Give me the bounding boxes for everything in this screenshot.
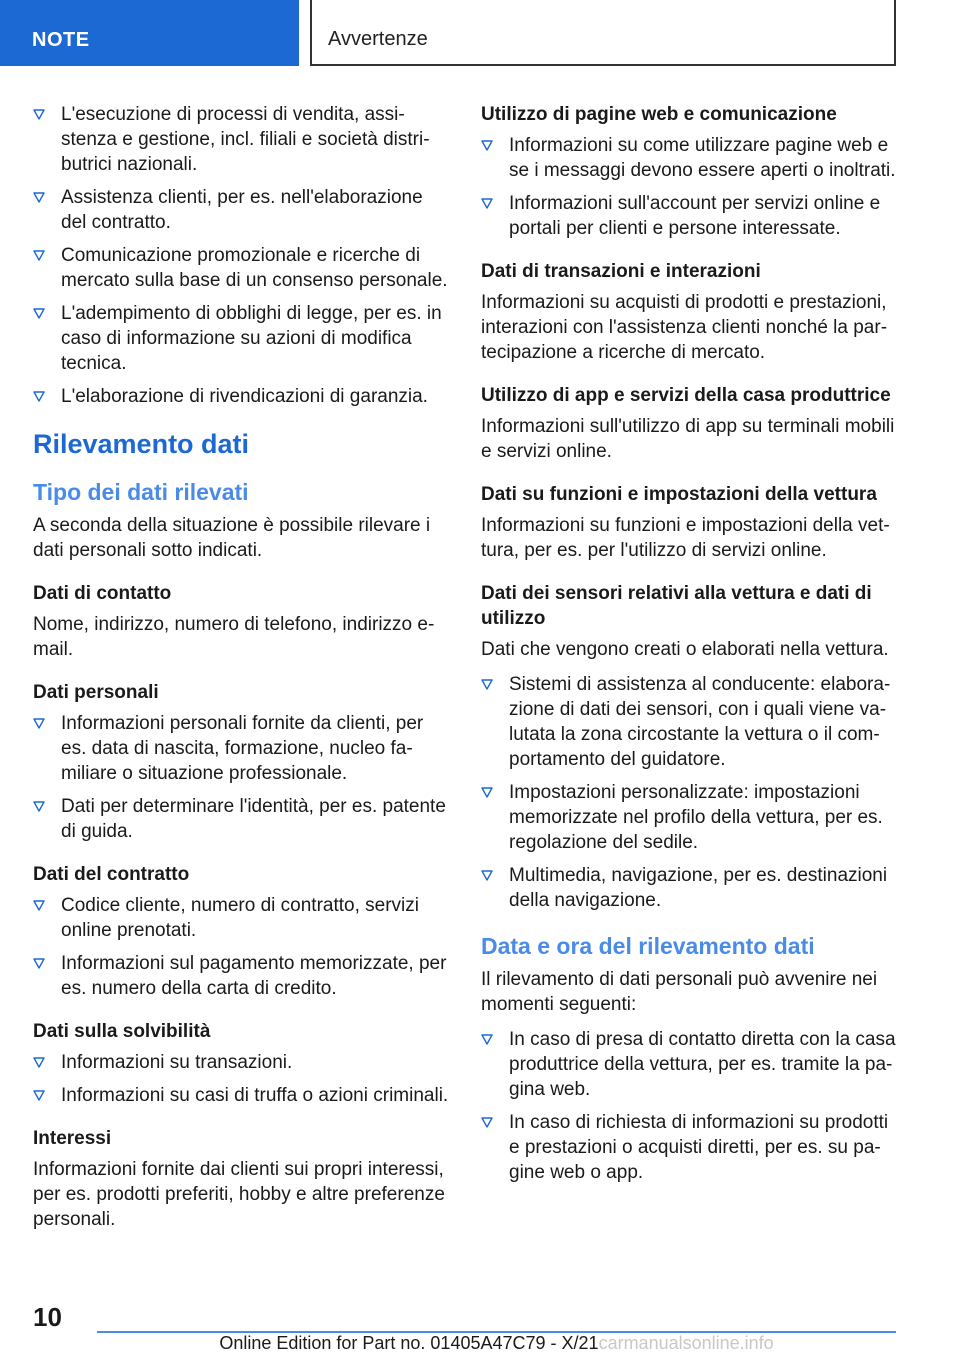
subsection-heading: Tipo dei dati rilevati (33, 479, 249, 505)
list-item-text: L'adempimento di obblighi di legge, per es. in caso di informazione su azioni di modifica tecnica. (61, 303, 442, 374)
list-item (33, 1050, 449, 1075)
triangle-bullet-icon (33, 108, 45, 120)
triangle-bullet-icon (481, 869, 493, 881)
personal-bullet-list (33, 711, 449, 844)
list-item (481, 780, 897, 855)
apps-heading: Utilizzo di app e servizi della casa produttrice (481, 385, 891, 406)
triangle-bullet-icon (481, 786, 493, 798)
chapter-title: Avvertenze (328, 28, 428, 50)
subsection-intro: A seconda della situazione è possibile rilevare i dati personali sotto indicati. (33, 515, 431, 561)
triangle-bullet-icon (33, 1089, 45, 1101)
contact-text: Nome, indirizzo, numero di telefono, indirizzo e-mail. (33, 614, 435, 660)
list-item-text: Sistemi di assistenza al conducente: elaborazione di dati dei sensori, con i quali viene valutata la zona circostante la vettura o il comportamento del guidatore. (509, 674, 891, 770)
list-item-text: Informazioni su casi di truffa o azioni criminali. (61, 1085, 449, 1106)
list-item (33, 711, 449, 786)
contact-heading: Dati di contatto (33, 583, 172, 604)
list-item (33, 185, 449, 235)
sensor-heading: Dati dei sensori relativi alla vettura e dati di utilizzo (481, 583, 872, 629)
list-item (481, 191, 897, 241)
list-item (33, 243, 449, 293)
personal-heading: Dati personali (33, 682, 159, 703)
triangle-bullet-icon (33, 249, 45, 261)
list-item (33, 384, 449, 409)
triangle-bullet-icon (33, 800, 45, 812)
list-item (33, 893, 449, 943)
triangle-bullet-icon (481, 1116, 493, 1128)
contract-heading: Dati del contratto (33, 864, 190, 885)
time-intro: Il rilevamento di dati personali può avvenire nei momenti seguenti: (481, 969, 878, 1015)
header-frame (310, 0, 896, 66)
triangle-bullet-icon (33, 957, 45, 969)
triangle-bullet-icon (33, 390, 45, 402)
list-item (33, 301, 449, 376)
triangle-bullet-icon (33, 307, 45, 319)
page-number: 10 (33, 1302, 62, 1332)
list-item-text: Multimedia, navigazione, per es. destinazioni della navigazione. (509, 865, 888, 911)
list-item (33, 1083, 449, 1108)
list-item-text: Dati per determinare l'identità, per es. patente di guida. (61, 796, 446, 842)
list-item-text: Impostazioni personalizzate: impostazioni memorizzate nel profilo della vettura, per es. regolazione del sedile. (509, 782, 883, 853)
right-column (481, 102, 897, 1203)
web-bullet-list (481, 133, 897, 241)
left-column (33, 102, 449, 1250)
list-item-text: Informazioni sull'account per servizi online e portali per clienti e persone interessate. (509, 193, 881, 239)
list-item-text: In caso di presa di contatto diretta con la casa produttrice della vettura, per es. tramite la pagina web. (509, 1029, 896, 1100)
triangle-bullet-icon (481, 678, 493, 690)
interests-heading: Interessi (33, 1128, 112, 1149)
list-item-text: Comunicazione promozionale e ricerche di mercato sulla base di un consenso personale. (61, 245, 448, 291)
list-item-text: Informazioni su come utilizzare pagine web e se i messaggi devono essere aperti o inoltrati. (509, 135, 896, 181)
contract-bullet-list (33, 893, 449, 1001)
list-item-text: Codice cliente, numero di contratto, servizi online prenotati. (61, 895, 419, 941)
triangle-bullet-icon (481, 139, 493, 151)
triangle-bullet-icon (481, 1033, 493, 1045)
functions-heading: Dati su funzioni e impostazioni della vettura (481, 484, 877, 505)
subsection-heading-time: Data e ora del rilevamento dati (481, 933, 815, 959)
list-item-text: Informazioni su transazioni. (61, 1052, 293, 1073)
intro-bullet-list (33, 102, 449, 409)
web-heading: Utilizzo di pagine web e comunicazione (481, 104, 837, 125)
list-item-text: Informazioni sul pagamento memorizzate, per es. numero della carta di credito. (61, 953, 447, 999)
section-tab[interactable] (0, 0, 299, 66)
list-item (33, 951, 449, 1001)
sensor-text: Dati che vengono creati o elaborati nella vettura. (481, 639, 889, 660)
watermark-text: carmanualsonline.info (598, 1333, 774, 1353)
apps-text: Informazioni sull'utilizzo di app su terminali mobili e servizi online. (481, 416, 895, 462)
solvency-heading: Dati sulla solvibilità (33, 1021, 211, 1042)
list-item-text: Assistenza clienti, per es. nell'elaborazione del contratto. (61, 187, 423, 233)
triangle-bullet-icon (481, 197, 493, 209)
footer-edition (97, 1333, 896, 1354)
section-tab-label: NOTE (32, 29, 90, 51)
transactions-heading: Dati di transazioni e interazioni (481, 261, 761, 282)
list-item (33, 102, 449, 177)
list-item (481, 1110, 897, 1185)
list-item-text: L'esecuzione di processi di vendita, assistenza e gestione, incl. filiali e società distributrici nazionali. (61, 104, 430, 175)
triangle-bullet-icon (33, 899, 45, 911)
list-item (481, 863, 897, 913)
list-item (481, 133, 897, 183)
list-item-text: In caso di richiesta di informazioni su prodotti e prestazioni o acquisti diretti, per es. su pagine web o app. (509, 1112, 889, 1183)
list-item (481, 1027, 897, 1102)
list-item (481, 672, 897, 772)
list-item-text: Informazioni personali fornite da clienti, per es. data di nascita, formazione, nucleo familiare o situazione professionale. (61, 713, 424, 784)
time-bullet-list (481, 1027, 897, 1185)
list-item-text: L'elaborazione di rivendicazioni di garanzia. (61, 386, 428, 407)
solvency-bullet-list (33, 1050, 449, 1108)
section-heading: Rilevamento dati (33, 429, 250, 459)
triangle-bullet-icon (33, 717, 45, 729)
sensor-bullet-list (481, 672, 897, 913)
functions-text: Informazioni su funzioni e impostazioni della vettura, per es. per l'utilizzo di servizi online. (481, 515, 890, 561)
page-header (0, 0, 960, 66)
triangle-bullet-icon (33, 1056, 45, 1068)
interests-text: Informazioni fornite dai clienti sui propri interessi, per es. prodotti preferiti, hobby e altre preferenze personali. (33, 1159, 445, 1230)
list-item (33, 794, 449, 844)
triangle-bullet-icon (33, 191, 45, 203)
edition-text: Online Edition for Part no. 01405A47C79 - X/21 (219, 1333, 599, 1353)
transactions-text: Informazioni su acquisti di prodotti e prestazioni, interazioni con l'assistenza clienti nonché la partecipazione a ricerche di mercato. (481, 292, 888, 363)
